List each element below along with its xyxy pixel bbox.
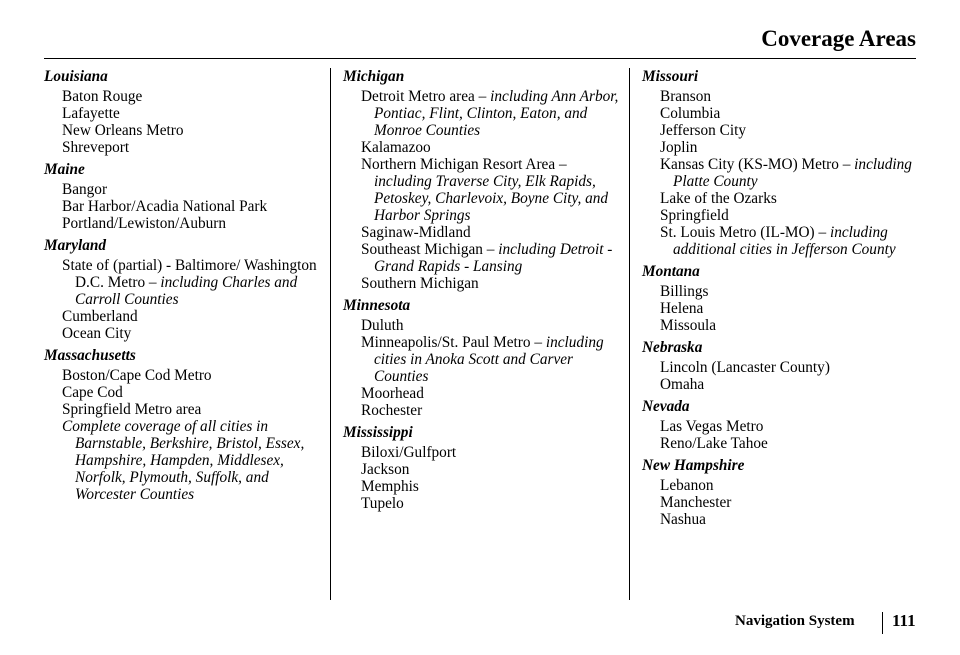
- entry-text: Springfield Metro area: [62, 401, 202, 418]
- entry-text: Bangor: [62, 181, 108, 198]
- entry-text: Nashua: [660, 511, 706, 528]
- title-rule: [44, 58, 916, 59]
- state-block: [44, 68, 326, 156]
- entry-text: Southeast Michigan –: [361, 241, 499, 258]
- entry-text: Lake of the Ozarks: [660, 190, 777, 207]
- coverage-entry: [660, 88, 924, 105]
- coverage-entry: [62, 139, 326, 156]
- entry-text: Jefferson City: [660, 122, 746, 139]
- coverage-entry: [62, 325, 326, 342]
- entry-text: Helena: [660, 300, 704, 317]
- coverage-entry: [660, 283, 924, 300]
- coverage-entry: [361, 88, 625, 139]
- coverage-entry: [660, 224, 924, 258]
- coverage-entry: [361, 385, 625, 402]
- coverage-entry: [660, 207, 924, 224]
- entry-text: Saginaw-Midland: [361, 224, 471, 241]
- coverage-entry: [660, 139, 924, 156]
- footer-section-label: Navigation System: [735, 613, 855, 629]
- entry-text: St. Louis Metro (IL-MO) –: [660, 224, 830, 241]
- coverage-entry: [62, 401, 326, 418]
- coverage-entry: [361, 317, 625, 334]
- entry-text: Moorhead: [361, 385, 424, 402]
- page-title: Coverage Areas: [761, 26, 916, 51]
- coverage-entry: [660, 300, 924, 317]
- state-block: [343, 297, 625, 419]
- entry-text: Northern Michigan Resort Area –: [361, 156, 567, 173]
- entry-detail: including Ann Arbor, Pontiac, Flint, Clinton, Eaton, and Monroe Counties: [374, 88, 619, 139]
- state-block: [44, 161, 326, 232]
- entry-text: Kansas City (KS-MO) Metro –: [660, 156, 855, 173]
- coverage-entry: [660, 317, 924, 334]
- entry-text: Biloxi/Gulfport: [361, 444, 457, 461]
- page-number: 111: [892, 611, 916, 630]
- entry-text: Cumberland: [62, 308, 138, 325]
- coverage-entry: [660, 105, 924, 122]
- state-name: Nevada: [642, 398, 690, 415]
- column-divider: [629, 68, 630, 600]
- coverage-entry: [62, 105, 326, 122]
- entry-text: Las Vegas Metro: [660, 418, 764, 435]
- column-2: [343, 68, 625, 517]
- coverage-entry: [660, 418, 924, 435]
- entry-detail: Complete coverage of all cities in Barnstable, Berkshire, Bristol, Essex, Hampshire, Hampden, Middlesex, Norfolk, Plymouth, Suffolk, and Worcester Counties: [62, 418, 305, 503]
- coverage-entry: [62, 181, 326, 198]
- entry-text: Baton Rouge: [62, 88, 143, 105]
- coverage-entry: [361, 139, 625, 156]
- entry-text: State of (partial) - Baltimore/ Washington D.C. Metro –: [62, 257, 317, 291]
- entry-text: Branson: [660, 88, 711, 105]
- coverage-entry: [62, 215, 326, 232]
- entry-text: Columbia: [660, 105, 721, 122]
- entry-text: Bar Harbor/Acadia National Park: [62, 198, 268, 215]
- coverage-entry: [660, 477, 924, 494]
- coverage-entry: [62, 122, 326, 139]
- footer-divider: [882, 612, 883, 634]
- entry-text: Duluth: [361, 317, 404, 334]
- column-1: [44, 68, 326, 508]
- entry-text: Minneapolis/St. Paul Metro –: [361, 334, 546, 351]
- entry-text: Lebanon: [660, 477, 714, 494]
- coverage-entry: [361, 156, 625, 224]
- entry-text: Jackson: [361, 461, 410, 478]
- state-name: Michigan: [343, 68, 405, 85]
- coverage-entry: [62, 257, 326, 308]
- entry-detail: including additional cities in Jefferson County: [673, 224, 896, 258]
- entry-text: Omaha: [660, 376, 705, 393]
- state-name: Montana: [642, 263, 700, 280]
- entry-detail: including Charles and Carroll Counties: [75, 274, 298, 308]
- entry-text: Lafayette: [62, 105, 120, 122]
- state-name: Nebraska: [642, 339, 703, 356]
- state-block: [642, 339, 924, 393]
- entry-text: Lincoln (Lancaster County): [660, 359, 830, 376]
- column-3: [642, 68, 924, 533]
- state-name: Massachusetts: [44, 347, 136, 364]
- entry-text: Detroit Metro area –: [361, 88, 491, 105]
- coverage-entry: [660, 511, 924, 528]
- state-block: [343, 424, 625, 512]
- coverage-entry: [361, 275, 625, 292]
- entry-text: Portland/Lewiston/Auburn: [62, 215, 227, 232]
- coverage-entry: [361, 402, 625, 419]
- entry-text: Joplin: [660, 139, 698, 156]
- entry-detail: including Traverse City, Elk Rapids, Petoskey, Charlevoix, Boyne City, and Harbor Springs: [374, 173, 609, 224]
- coverage-entry: [62, 367, 326, 384]
- coverage-entry: [62, 384, 326, 401]
- entry-text: Cape Cod: [62, 384, 123, 401]
- entry-text: Southern Michigan: [361, 275, 479, 292]
- entry-text: Rochester: [361, 402, 423, 419]
- coverage-entry: [361, 334, 625, 385]
- coverage-entry: [660, 494, 924, 511]
- entry-text: Ocean City: [62, 325, 132, 342]
- coverage-entry: [62, 198, 326, 215]
- state-name: Maine: [44, 161, 85, 178]
- column-divider: [330, 68, 331, 600]
- entry-text: Memphis: [361, 478, 419, 495]
- coverage-entry: [660, 190, 924, 207]
- coverage-entry: [660, 359, 924, 376]
- coverage-entry: [62, 418, 326, 503]
- state-block: [642, 457, 924, 528]
- coverage-entry: [660, 435, 924, 452]
- coverage-entry: [62, 308, 326, 325]
- state-block: [642, 398, 924, 452]
- state-block: [642, 68, 924, 258]
- state-name: Missouri: [642, 68, 699, 85]
- entry-text: Boston/Cape Cod Metro: [62, 367, 212, 384]
- coverage-entry: [361, 444, 625, 461]
- entry-text: Missoula: [660, 317, 717, 334]
- entry-text: Reno/Lake Tahoe: [660, 435, 768, 452]
- entry-text: Manchester: [660, 494, 732, 511]
- entry-text: Billings: [660, 283, 709, 300]
- entry-text: Tupelo: [361, 495, 404, 512]
- coverage-entry: [660, 122, 924, 139]
- state-block: [642, 263, 924, 334]
- state-name: New Hampshire: [642, 457, 745, 474]
- state-block: [44, 347, 326, 503]
- coverage-entry: [361, 461, 625, 478]
- coverage-entry: [660, 376, 924, 393]
- state-name: Louisiana: [44, 68, 108, 85]
- entry-detail: including Detroit - Grand Rapids - Lansing: [374, 241, 613, 275]
- state-name: Mississippi: [343, 424, 413, 441]
- coverage-entry: [361, 495, 625, 512]
- entry-text: Springfield: [660, 207, 729, 224]
- entry-text: Kalamazoo: [361, 139, 431, 156]
- entry-text: Shreveport: [62, 139, 130, 156]
- state-name: Maryland: [44, 237, 107, 254]
- entry-detail: including Platte County: [673, 156, 912, 190]
- coverage-entry: [361, 478, 625, 495]
- entry-detail: including cities in Anoka Scott and Carver Counties: [374, 334, 604, 385]
- state-block: [343, 68, 625, 292]
- coverage-entry: [361, 241, 625, 275]
- entry-text: New Orleans Metro: [62, 122, 184, 139]
- coverage-entry: [361, 224, 625, 241]
- coverage-entry: [62, 88, 326, 105]
- coverage-entry: [660, 156, 924, 190]
- state-name: Minnesota: [343, 297, 411, 314]
- state-block: [44, 237, 326, 342]
